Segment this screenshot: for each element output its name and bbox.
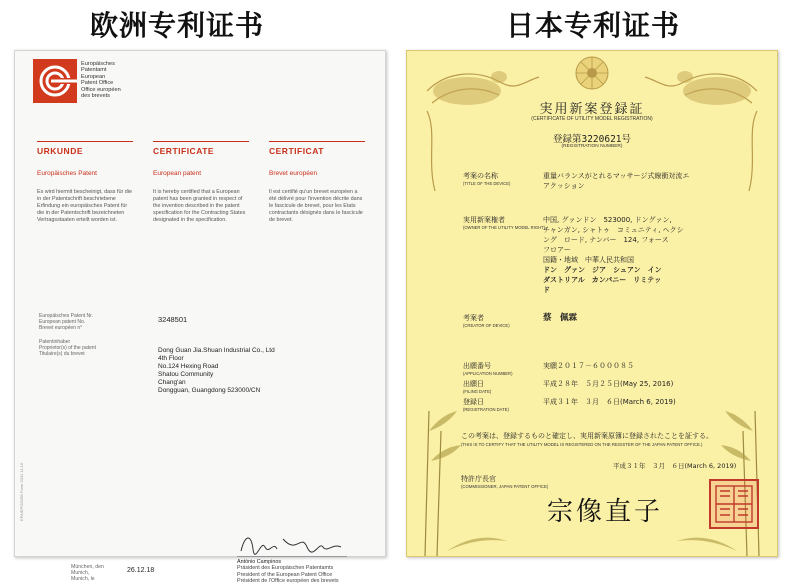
label-line: Proprietor(s) of the patent	[39, 345, 96, 351]
field-label: 考案の名称	[463, 172, 498, 180]
field-label: 考案者	[463, 314, 484, 322]
column-subtitle: Europäisches Patent	[37, 170, 97, 177]
field-label-english: (CREATOR OF DEVICE)	[463, 323, 510, 328]
field-label-english: (FILING DATE)	[463, 389, 492, 394]
registration-number-english: (REGISTRATION NUMBER)	[561, 144, 623, 149]
field-label-english: (APPLICATION NUMBER)	[463, 371, 513, 376]
president-signature	[237, 529, 347, 557]
label-line: Munich, le	[71, 576, 95, 583]
field-label-english: (TITLE OF THE DEVICE)	[463, 181, 511, 186]
signer-name: António Campinos	[237, 559, 282, 565]
value-line: アクッション	[543, 182, 585, 190]
certification-statement-english: (THIS IS TO CERTIFY THAT THE UTILITY MODEL IS REGISTERED ON THE REGISTER OF THE JAPAN PATENT OFFICE.)	[461, 442, 703, 447]
european-patent-certificate	[14, 50, 386, 584]
patent-number-label	[39, 313, 93, 331]
column-subtitle: Brevet européen	[269, 170, 318, 177]
commissioner-signature: 宗像直子	[547, 497, 664, 527]
form-code: EPA/EPO/OEB Form 2031 11.16	[19, 462, 24, 521]
office-line: Patent Office	[81, 80, 114, 87]
office-line: des brevets	[81, 93, 110, 100]
value-line: フロアー	[543, 246, 571, 254]
epo-logo-icon	[33, 59, 77, 103]
value-line: 中国, グァンドン 523000, ドングァン,	[543, 216, 672, 224]
registration-date: 平成３１年 ３月 ６日(March 6, 2019)	[543, 398, 676, 406]
value-line: 重量バランスがとれるマッサージ式線衝対流エ	[543, 172, 690, 180]
signer-title: Präsident des Europäischen Patentamts	[237, 565, 334, 572]
label-line: European patent No.	[39, 319, 86, 325]
registration-number: 登録第3220621号	[552, 134, 632, 145]
address-line: No.124 Hexing Road	[158, 363, 219, 370]
address-line: Chang'an	[158, 379, 186, 386]
jp-certificate-heading: 日本专利证书	[506, 9, 681, 42]
certificate-column-german	[37, 141, 133, 224]
field-label-english: (REGISTRATION DATE)	[463, 407, 509, 412]
label-line: Titulaire(s) du brevet	[39, 351, 85, 357]
owner-name-line: ダストリアル カンパニー リミテッ	[543, 276, 662, 284]
field-label-english: (OWNER OF THE UTILITY MODEL RIGHT)	[463, 225, 546, 230]
certification-statement: この考案は、登録するものと確定し、実用新案原簿に登録されたことを証する。	[461, 432, 713, 440]
certificate-title: 実用新案登録証	[539, 102, 645, 117]
right-owner	[543, 215, 684, 295]
label-line: Munich,	[71, 570, 90, 577]
certificate-column-english	[153, 141, 249, 224]
signer-title: President of the European Patent Office	[237, 571, 333, 578]
office-line: European	[81, 73, 106, 80]
device-title	[543, 171, 689, 191]
address-line: Dongguan, Guangdong 523000/CN	[158, 387, 261, 394]
field-label: 実用新案権者	[463, 216, 505, 224]
field-label: 出願番号	[463, 362, 491, 370]
value-line: チャンガン, シャトゥ コミュニティ, ヘクシ	[543, 226, 684, 234]
patent-holder-label	[39, 339, 96, 357]
column-text: Es wird hiermit bescheinigt, dass für die in der Patentschrift beschriebene Erfindung ein europäisches Patent für die in der Patentschrift bezeichneten Vertragsstaaten erteilt worden ist.	[37, 189, 132, 223]
label-line: Patentinhaber	[39, 339, 71, 345]
column-text: It is hereby certified that a European patent has been granted in respect of the invention described in the patent specification for the Contracting States designated in the specification.	[153, 189, 246, 223]
divider	[269, 141, 365, 142]
patent-holder-address	[158, 347, 275, 395]
certificate-column-french	[269, 141, 365, 224]
column-text: Il est certifié qu'un brevet européen a été délivré pour l'invention décrite dans le fascicule de brevet, pour les Etats contractants désignés dans le fascicule de brevet.	[269, 189, 363, 223]
eu-certificate-heading: 欧洲专利证书	[90, 9, 265, 42]
signer-block	[237, 559, 339, 584]
device-creator: 蔡 佩霖	[543, 313, 578, 323]
issue-place-label	[71, 564, 104, 583]
divider	[37, 141, 133, 142]
office-line: Patentamt	[81, 67, 107, 74]
chrysanthemum-emblem	[576, 57, 608, 89]
column-subtitle: European patent	[153, 170, 202, 177]
label-line: München, den	[71, 564, 104, 570]
commissioner-title-english: (COMMISSIONER, JAPAN PATENT OFFICE)	[461, 484, 549, 489]
issue-date: 平成３１年 ３月 ６日(March 6, 2019)	[613, 462, 737, 470]
japanese-utility-model-certificate	[406, 50, 778, 557]
certificate-title-english: (CERTIFICATE OF UTILITY MODEL REGISTRATION)	[531, 116, 653, 122]
label-line: Europäisches Patent Nr.	[39, 313, 93, 319]
value-line: ング ロード, ナンバー 124, フォース	[543, 236, 669, 244]
field-label: 出願日	[463, 380, 484, 388]
owner-name-line: ド	[543, 286, 550, 294]
column-title: CERTIFICATE	[153, 146, 215, 156]
application-number: 実願２０１７－６０００８５	[543, 362, 634, 370]
official-seal-stamp	[709, 479, 759, 529]
owner-name-line: ドン グァン ジア シュアン イン	[543, 266, 662, 274]
address-line: Shatou Community	[158, 371, 214, 378]
filing-date: 平成２８年 ５月２５日(May 25, 2016)	[543, 380, 674, 388]
column-title: CERTIFICAT	[269, 146, 324, 156]
divider	[153, 141, 249, 142]
patent-number: 3248501	[158, 315, 188, 324]
label-line: Brevet européen n°	[39, 325, 83, 331]
field-label: 登録日	[463, 398, 484, 406]
office-line: Office européen	[81, 86, 121, 93]
column-title: URKUNDE	[37, 146, 83, 156]
value-line: 国籍・地域 中華人民共和国	[543, 256, 634, 264]
address-line: Dong Guan Jia.Shuan Industrial Co., Ltd	[158, 347, 275, 354]
commissioner-title: 特許庁長官	[461, 475, 496, 483]
signature-line	[237, 556, 347, 557]
epo-office-name	[81, 61, 121, 99]
signer-title: Président de l'Office européen des brevets	[237, 577, 339, 584]
address-line: 4th Floor	[158, 355, 184, 362]
issue-date: 26.12.18	[127, 567, 155, 574]
office-line: Europäisches	[81, 61, 115, 67]
